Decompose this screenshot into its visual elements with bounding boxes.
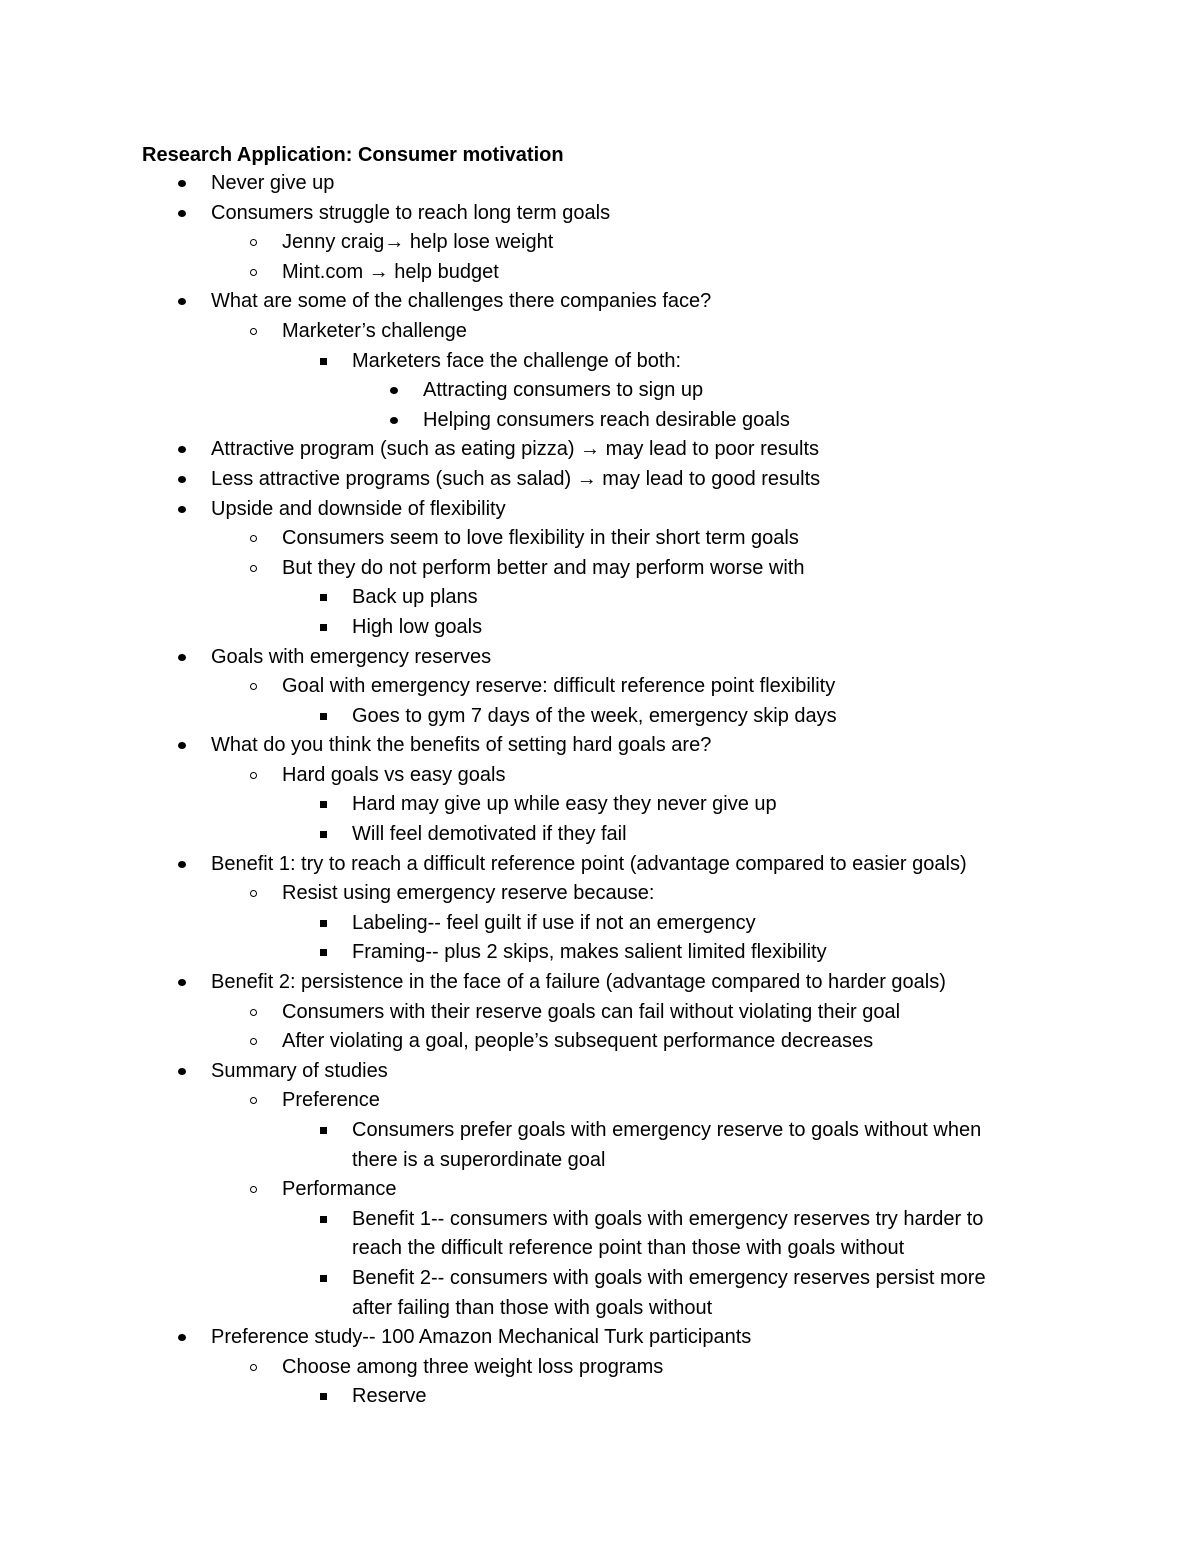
list-item-level-2 (0, 554, 1200, 584)
filled-bullet-icon (178, 654, 186, 661)
list-item-level-2 (0, 317, 1200, 347)
filled-bullet-icon (178, 298, 186, 305)
list-item-level-1 (0, 850, 1200, 880)
hollow-bullet-icon (250, 1364, 257, 1371)
hollow-bullet-icon (250, 772, 257, 779)
list-item-level-2 (0, 524, 1200, 554)
list-item-text: What do you think the benefits of setting hard goals are? (211, 734, 712, 757)
list-item-level-3 (0, 583, 1200, 613)
list-item-text: Helping consumers reach desirable goals (423, 408, 790, 431)
list-item-level-1 (0, 1323, 1200, 1353)
list-item-level-2 (0, 1175, 1200, 1205)
list-item-text: Hard may give up while easy they never give up (352, 793, 777, 816)
square-bullet-icon (320, 1275, 327, 1282)
bullet-outline (0, 169, 1200, 1412)
list-item-level-4 (0, 376, 1200, 406)
list-item-text: Mint.com → help budget (282, 260, 499, 283)
list-item-level-1 (0, 495, 1200, 525)
list-item-level-2 (0, 879, 1200, 909)
list-item-level-3 (0, 820, 1200, 850)
list-item-text: Choose among three weight loss programs (282, 1355, 664, 1378)
hollow-bullet-icon (250, 683, 257, 690)
filled-bullet-icon (178, 180, 186, 187)
list-item-text: Framing-- plus 2 skips, makes salient limited flexibility (352, 941, 827, 964)
list-item-level-3 (0, 613, 1200, 643)
filled-bullet-icon (178, 861, 186, 868)
list-item-text: Less attractive programs (such as salad) → may lead to good results (211, 467, 821, 490)
list-item-text: Hard goals vs easy goals (282, 763, 506, 786)
hollow-bullet-icon (250, 1009, 257, 1016)
list-item-text: Attracting consumers to sign up (423, 379, 704, 402)
list-item-level-3 (0, 702, 1200, 732)
filled-bullet-icon (390, 387, 398, 394)
list-item-text: Jenny craig→ help lose weight (282, 231, 554, 254)
list-item-text: Summary of studies (211, 1059, 388, 1082)
list-item-text: Benefit 2-- consumers with goals with emergency reserves persist more (352, 1266, 986, 1289)
square-bullet-icon (320, 594, 327, 601)
list-item-level-1 (0, 435, 1200, 465)
list-item-level-2 (0, 761, 1200, 791)
list-item-level-1 (0, 287, 1200, 317)
list-item-level-3 (0, 1205, 1200, 1235)
list-item-text: Upside and downside of flexibility (211, 497, 506, 520)
list-item-text: Goals with emergency reserves (211, 645, 492, 668)
list-item-text: Marketer’s challenge (282, 319, 467, 342)
list-item-text: Resist using emergency reserve because: (282, 882, 655, 905)
list-item-level-2 (0, 998, 1200, 1028)
hollow-bullet-icon (250, 1186, 257, 1193)
square-bullet-icon (320, 920, 327, 927)
list-item-level-2 (0, 258, 1200, 288)
list-item-text: Performance (282, 1178, 397, 1201)
filled-bullet-icon (178, 979, 186, 986)
list-item-text: Preference study-- 100 Amazon Mechanical Turk participants (211, 1326, 752, 1349)
list-item-level-1 (0, 169, 1200, 199)
list-item-text: Benefit 1: try to reach a difficult reference point (advantage compared to easier goals) (211, 852, 967, 875)
hollow-bullet-icon (250, 269, 257, 276)
filled-bullet-icon (178, 742, 186, 749)
list-item-continuation (0, 1146, 1200, 1176)
list-item-level-3 (0, 938, 1200, 968)
square-bullet-icon (320, 713, 327, 720)
list-item-level-4 (0, 406, 1200, 436)
hollow-bullet-icon (250, 1038, 257, 1045)
list-item-level-1 (0, 968, 1200, 998)
list-item-text: Benefit 2: persistence in the face of a failure (advantage compared to harder goals) (211, 971, 946, 994)
filled-bullet-icon (178, 1334, 186, 1341)
list-item-level-3 (0, 1382, 1200, 1412)
list-item-text: there is a superordinate goal (352, 1148, 606, 1171)
list-item-text: Goes to gym 7 days of the week, emergency skip days (352, 704, 837, 727)
list-item-continuation (0, 1294, 1200, 1324)
list-item-level-1 (0, 731, 1200, 761)
filled-bullet-icon (178, 476, 186, 483)
list-item-level-2 (0, 1353, 1200, 1383)
filled-bullet-icon (178, 446, 186, 453)
square-bullet-icon (320, 624, 327, 631)
list-item-level-3 (0, 909, 1200, 939)
list-item-text: Never give up (211, 172, 335, 194)
list-item-text: Attractive program (such as eating pizza) → may lead to poor results (211, 438, 820, 461)
filled-bullet-icon (178, 210, 186, 217)
hollow-bullet-icon (250, 565, 257, 572)
list-item-level-3 (0, 1116, 1200, 1146)
square-bullet-icon (320, 358, 327, 365)
hollow-bullet-icon (250, 1097, 257, 1104)
hollow-bullet-icon (250, 890, 257, 897)
document-title: Research Application: Consumer motivation (142, 144, 564, 166)
list-item-text: Labeling-- feel guilt if use if not an emergency (352, 911, 756, 934)
hollow-bullet-icon (250, 328, 257, 335)
list-item-level-3 (0, 347, 1200, 377)
list-item-level-1 (0, 465, 1200, 495)
filled-bullet-icon (390, 417, 398, 424)
list-item-text: reach the difficult reference point than those with goals without (352, 1237, 905, 1260)
list-item-text: Back up plans (352, 586, 478, 609)
list-item-text: Preference (282, 1089, 380, 1112)
list-item-continuation (0, 1234, 1200, 1264)
list-item-text: Will feel demotivated if they fail (352, 823, 627, 846)
square-bullet-icon (320, 1127, 327, 1134)
list-item-text: Marketers face the challenge of both: (352, 349, 682, 372)
filled-bullet-icon (178, 506, 186, 513)
list-item-text: after failing than those with goals without (352, 1296, 713, 1319)
list-item-level-1 (0, 199, 1200, 229)
filled-bullet-icon (178, 1068, 186, 1075)
square-bullet-icon (320, 831, 327, 838)
list-item-level-2 (0, 1027, 1200, 1057)
list-item-text: But they do not perform better and may perform worse with (282, 556, 805, 579)
list-item-level-3 (0, 790, 1200, 820)
list-item-text: Consumers with their reserve goals can fail without violating their goal (282, 1000, 901, 1023)
list-item-text: Reserve (352, 1385, 427, 1408)
list-item-level-2 (0, 672, 1200, 702)
list-item-text: Benefit 1-- consumers with goals with emergency reserves try harder to (352, 1207, 984, 1230)
square-bullet-icon (320, 949, 327, 956)
list-item-text: Consumers struggle to reach long term goals (211, 201, 611, 224)
list-item-text: High low goals (352, 615, 483, 638)
square-bullet-icon (320, 1216, 327, 1223)
list-item-level-1 (0, 643, 1200, 673)
list-item-text: Consumers seem to love flexibility in their short term goals (282, 527, 799, 550)
list-item-text: What are some of the challenges there companies face? (211, 290, 712, 313)
list-item-level-1 (0, 1057, 1200, 1087)
list-item-level-2 (0, 1086, 1200, 1116)
list-item-text: After violating a goal, people’s subsequent performance decreases (282, 1030, 874, 1053)
list-item-text: Consumers prefer goals with emergency reserve to goals without when (352, 1119, 982, 1141)
square-bullet-icon (320, 1393, 327, 1400)
square-bullet-icon (320, 801, 327, 808)
hollow-bullet-icon (250, 535, 257, 542)
hollow-bullet-icon (250, 239, 257, 246)
list-item-level-3 (0, 1264, 1200, 1294)
list-item-text: Goal with emergency reserve: difficult reference point flexibility (282, 675, 836, 698)
list-item-level-2 (0, 228, 1200, 258)
